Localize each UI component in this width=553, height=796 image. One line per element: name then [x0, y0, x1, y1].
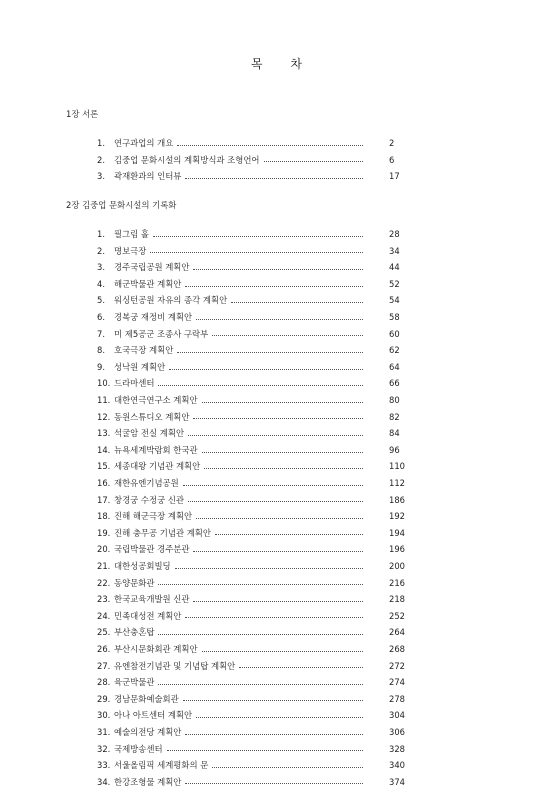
toc-entry-page-number: 194 — [389, 527, 405, 538]
dot-leader — [264, 160, 363, 162]
dot-leader — [153, 235, 363, 237]
toc-entry-number: 24. — [97, 610, 111, 621]
toc-entry-number: 20. — [97, 544, 111, 555]
toc-entry — [97, 243, 400, 260]
toc-entry-number: 19. — [97, 527, 111, 538]
dot-leader — [175, 567, 363, 569]
toc-entry-title: 민족대성전 계획안 — [114, 610, 182, 621]
dot-leader — [212, 334, 363, 336]
toc-entry-number: 34. — [97, 776, 111, 787]
toc-entry-title: 한국교육개발원 신관 — [114, 594, 190, 605]
dot-leader — [158, 583, 363, 585]
dot-leader — [185, 285, 363, 287]
dot-leader — [196, 517, 363, 519]
dot-leader — [150, 251, 363, 253]
toc-entry-page-number: 200 — [389, 560, 405, 571]
toc-entry-number: 11. — [97, 395, 111, 406]
toc-entry-title: 진해 충무공 기념관 계획안 — [114, 527, 211, 538]
toc-entry-title: 부산충혼탑 — [114, 627, 155, 638]
dot-leader — [185, 616, 363, 618]
toc-entry — [97, 292, 400, 309]
toc-entry-title: 부산시문화회관 계획안 — [114, 643, 198, 654]
toc-entry-title: 호국극장 계획안 — [114, 345, 174, 356]
toc-entry — [97, 674, 405, 691]
toc-entry-page-number: 272 — [389, 660, 405, 671]
toc-entry-page-number: 110 — [389, 461, 405, 472]
chapter-heading-1: 1장 서론 — [66, 109, 99, 119]
dot-leader — [202, 650, 363, 652]
toc-entry-title: 세종대왕 기념관 계획안 — [114, 461, 201, 472]
toc-entry-number: 13. — [97, 428, 111, 439]
toc-entry — [97, 641, 405, 658]
toc-entry-number: 17. — [97, 494, 111, 505]
toc-entry-page-number: 54 — [389, 295, 400, 306]
toc-entry-page-number: 64 — [389, 361, 400, 372]
toc-entry-page-number: 17 — [389, 171, 400, 182]
toc-entry — [97, 691, 405, 708]
dot-leader — [183, 484, 363, 486]
toc-entry-number: 8. — [97, 345, 105, 356]
toc-entry-number: 33. — [97, 760, 111, 771]
toc-entry-title: 국제방송센터 — [114, 743, 163, 754]
toc-entry — [97, 707, 405, 724]
toc-entry-number: 26. — [97, 643, 111, 654]
toc-entry-page-number: 252 — [389, 610, 405, 621]
toc-entry-title: 워싱턴공원 자유의 종각 계획안 — [114, 295, 228, 306]
toc-entry-page-number: 80 — [389, 395, 400, 406]
toc-entry-title: 미 제5공군 조종사 구락부 — [114, 328, 209, 339]
toc-entry-page-number: 328 — [389, 743, 405, 754]
toc-entry-title: 서울올림픽 세계평화의 문 — [114, 760, 209, 771]
toc-entry — [97, 574, 405, 591]
toc-entry-number: 21. — [97, 560, 111, 571]
toc-entry-number: 14. — [97, 444, 111, 455]
toc-entry-number: 2. — [97, 245, 105, 256]
toc-entry-title: 드라마센터 — [114, 378, 155, 389]
toc-entry-number: 15. — [97, 461, 111, 472]
toc-entry-title: 아나 아트센터 계획안 — [114, 710, 193, 721]
toc-entry — [97, 342, 400, 359]
toc-entry-number: 22. — [97, 577, 111, 588]
dot-leader — [193, 417, 363, 419]
toc-entry-title: 대한성공회빌딩 — [114, 560, 171, 571]
toc-entry-page-number: 192 — [389, 511, 405, 522]
dot-leader — [193, 268, 363, 270]
toc-entry-number: 25. — [97, 627, 111, 638]
dot-leader — [188, 500, 363, 502]
toc-entry-title: 연구과업의 개요 — [114, 138, 174, 149]
dot-leader — [167, 749, 363, 751]
toc-entry-number: 6. — [97, 312, 105, 323]
toc-entry-title: 곽재환과의 인터뷰 — [114, 171, 182, 182]
toc-entry-title: 창경궁 수정궁 신관 — [114, 494, 185, 505]
dot-leader — [215, 533, 363, 535]
toc-entry-title: 예술의전당 계획안 — [114, 726, 182, 737]
chapter-heading-2: 2장 김중업 문화시설의 기록화 — [66, 200, 177, 210]
toc-entry-number: 1. — [97, 229, 105, 240]
dot-leader — [185, 177, 363, 179]
toc-entry-title: 뉴욕세계박람회 한국관 — [114, 444, 198, 455]
dot-leader — [177, 144, 363, 146]
dot-leader — [158, 384, 363, 386]
toc-entry — [97, 591, 405, 608]
toc-entry — [97, 492, 405, 509]
toc-entry — [97, 326, 400, 343]
toc-entry-title: 대한연극연구소 계획안 — [114, 395, 198, 406]
toc-entry-number: 31. — [97, 726, 111, 737]
dot-leader — [188, 434, 363, 436]
toc-entry — [97, 740, 405, 757]
toc-entry — [97, 624, 405, 641]
dot-leader — [212, 766, 363, 768]
toc-entry — [97, 558, 405, 575]
toc-entry-page-number: 112 — [389, 478, 405, 488]
toc-entry — [97, 152, 395, 169]
toc-list-chapter-1 — [97, 135, 400, 185]
dot-leader — [185, 782, 363, 784]
toc-entry-number: 3. — [97, 262, 105, 273]
toc-entry-title: 경복궁 재정비 계획안 — [114, 312, 193, 323]
dot-leader — [169, 368, 363, 370]
toc-entry — [97, 508, 405, 525]
toc-entry-title: 경남문화예술회관 — [114, 693, 179, 704]
toc-entry-page-number: 6 — [389, 154, 395, 165]
toc-entry-number: 10. — [97, 378, 111, 389]
toc-entry — [97, 409, 400, 426]
toc-entry-number: 1. — [97, 138, 105, 149]
toc-entry-page-number: 304 — [389, 710, 405, 721]
toc-entry-title: 경주국립공원 계획안 — [114, 262, 190, 273]
toc-entry — [97, 774, 405, 791]
toc-entry-page-number: 66 — [389, 378, 400, 389]
toc-entry-page-number: 96 — [389, 444, 400, 455]
dot-leader — [196, 318, 363, 320]
dot-leader — [231, 301, 363, 303]
toc-entry — [97, 657, 405, 674]
toc-entry-page-number: 264 — [389, 627, 405, 638]
toc-entry — [97, 541, 405, 558]
toc-entry-page-number: 52 — [389, 278, 400, 289]
dot-leader — [193, 550, 363, 552]
toc-entry-number: 30. — [97, 710, 111, 721]
dot-leader — [202, 451, 363, 453]
toc-entry-page-number: 268 — [389, 643, 405, 654]
toc-entry-title: 한강조형물 계획안 — [114, 776, 182, 787]
toc-entry-page-number: 62 — [389, 345, 400, 356]
toc-entry-title: 동원스튜디오 계획안 — [114, 411, 190, 422]
toc-entry-number: 12. — [97, 411, 111, 422]
toc-entry-page-number: 28 — [389, 229, 400, 240]
toc-entry-page-number: 186 — [389, 494, 405, 505]
page-title: 목 차 — [251, 57, 314, 71]
toc-entry-number: 23. — [97, 594, 111, 605]
toc-entry-title: 유엔참전기념관 및 기념탑 계획안 — [114, 660, 236, 671]
toc-entry-title: 성낙원 계획안 — [114, 361, 166, 372]
toc-entry-title: 석굴암 전실 계획안 — [114, 428, 185, 439]
toc-entry — [97, 309, 400, 326]
dot-leader — [158, 683, 363, 685]
toc-entry — [97, 442, 400, 459]
toc-entry-number: 18. — [97, 511, 111, 522]
toc-entry-title: 국립박물관 경주분관 — [114, 544, 190, 555]
toc-entry-page-number: 374 — [389, 776, 405, 787]
toc-entry-page-number: 196 — [389, 544, 405, 555]
toc-entry — [97, 724, 405, 741]
toc-entry-page-number: 278 — [389, 693, 405, 704]
toc-entry-page-number: 82 — [389, 411, 400, 422]
toc-entry-page-number: 216 — [389, 577, 405, 588]
toc-entry — [97, 375, 400, 392]
toc-entry-number: 5. — [97, 295, 105, 306]
toc-entry-title: 김중업 문화시설의 계획방식과 조형언어 — [114, 154, 260, 165]
dot-leader — [196, 716, 363, 718]
toc-entry-title: 육군박물관 — [114, 677, 155, 688]
toc-entry-number: 28. — [97, 677, 111, 688]
toc-entry-number: 9. — [97, 361, 105, 372]
dot-leader — [177, 351, 363, 353]
dot-leader — [204, 467, 363, 469]
toc-entry — [97, 475, 405, 492]
toc-entry-page-number: 274 — [389, 677, 405, 688]
toc-list-chapter-2 — [97, 226, 405, 790]
toc-entry-title: 필그림 홀 — [114, 229, 150, 240]
toc-entry-number: 2. — [97, 154, 105, 165]
toc-entry-page-number: 34 — [389, 245, 400, 256]
toc-entry — [97, 392, 400, 409]
dot-leader — [202, 401, 363, 403]
toc-entry-page-number: 306 — [389, 726, 405, 737]
toc-entry-page-number: 60 — [389, 328, 400, 339]
dot-leader — [185, 733, 363, 735]
toc-entry — [97, 226, 400, 243]
toc-entry-page-number: 340 — [389, 760, 405, 771]
dot-leader — [183, 699, 363, 701]
toc-entry-number: 29. — [97, 693, 111, 704]
toc-entry — [97, 458, 405, 475]
toc-entry-title: 재한유엔기념공원 — [114, 478, 179, 488]
toc-entry-number: 16. — [97, 478, 111, 488]
toc-entry-page-number: 84 — [389, 428, 400, 439]
toc-entry — [97, 276, 400, 293]
toc-entry-title: 명보극장 — [114, 245, 147, 256]
toc-entry-title: 진해 해군극장 계획안 — [114, 511, 193, 522]
toc-entry — [97, 425, 400, 442]
toc-entry — [97, 259, 400, 276]
toc-entry-title: 동양문화관 — [114, 577, 155, 588]
toc-entry-page-number: 44 — [389, 262, 400, 273]
toc-entry-number: 4. — [97, 278, 105, 289]
toc-entry-number: 27. — [97, 660, 111, 671]
toc-entry-title: 해군박물관 계획안 — [114, 278, 182, 289]
toc-entry-number: 32. — [97, 743, 111, 754]
dot-leader — [193, 600, 363, 602]
dot-leader — [158, 633, 363, 635]
dot-leader — [239, 666, 363, 668]
toc-entry-page-number: 2 — [389, 138, 395, 149]
toc-entry — [97, 168, 400, 185]
toc-entry — [97, 608, 405, 625]
toc-entry-page-number: 218 — [389, 594, 405, 605]
toc-entry — [97, 359, 400, 376]
toc-entry — [97, 525, 405, 542]
toc-entry — [97, 757, 405, 774]
toc-entry-page-number: 58 — [389, 312, 400, 323]
toc-entry-number: 7. — [97, 328, 105, 339]
toc-entry-number: 3. — [97, 171, 105, 182]
toc-entry — [97, 135, 395, 152]
